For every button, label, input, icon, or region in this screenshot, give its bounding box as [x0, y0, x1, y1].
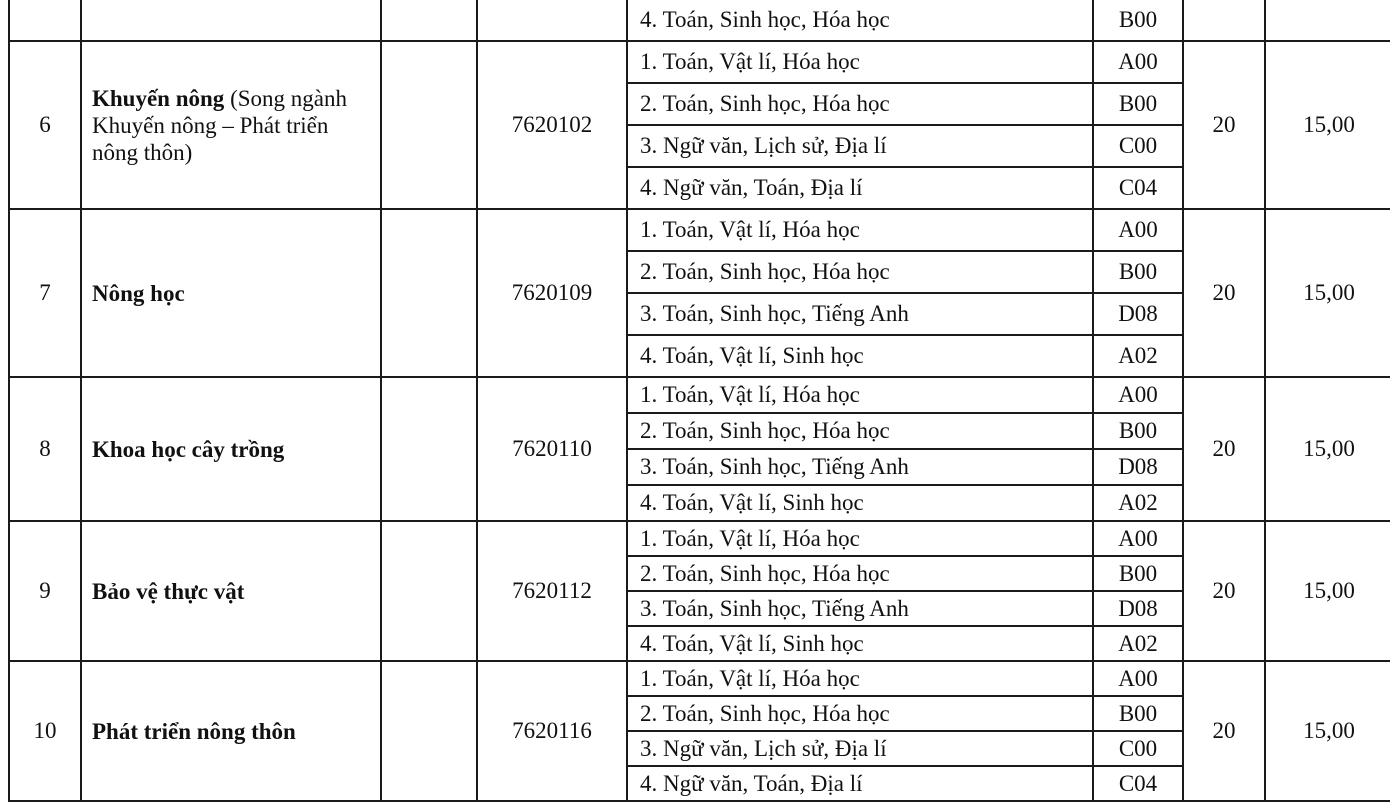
- combo-cell: 1. Toán, Vật lí, Hóa học: [627, 521, 1093, 556]
- combo-cell: 2. Toán, Sinh học, Hóa học: [627, 696, 1093, 731]
- combo-cell: 4. Toán, Sinh học, Hóa học: [627, 0, 1093, 41]
- quota-cell: 20: [1183, 661, 1265, 801]
- block-code-cell: B00: [1093, 251, 1183, 293]
- table-row-partial: [9, 0, 1390, 41]
- major-name-bold: Phát triển nông thôn: [92, 718, 296, 744]
- stt-cell: [9, 0, 81, 41]
- combo-cell: 2. Toán, Sinh học, Hóa học: [627, 251, 1093, 293]
- block-code-cell: B00: [1093, 556, 1183, 591]
- major-name-cell: [81, 41, 381, 209]
- major-code-cell: [477, 0, 627, 41]
- block-code-cell: A02: [1093, 335, 1183, 377]
- major-name-cell: [81, 661, 381, 801]
- major-name-cell: [81, 521, 381, 661]
- stt-cell: 10: [9, 661, 81, 801]
- major-name-cell: [81, 0, 381, 41]
- combo-cell: 3. Toán, Sinh học, Tiếng Anh: [627, 449, 1093, 485]
- block-code-cell: C00: [1093, 125, 1183, 167]
- combo-cell: 4. Toán, Vật lí, Sinh học: [627, 626, 1093, 661]
- block-code-cell: A00: [1093, 521, 1183, 556]
- combo-cell: 1. Toán, Vật lí, Hóa học: [627, 661, 1093, 696]
- block-code-cell: A00: [1093, 377, 1183, 413]
- score-cell: 15,00: [1265, 661, 1390, 801]
- blank-cell: [381, 209, 477, 377]
- block-code-cell: B00: [1093, 83, 1183, 125]
- combo-cell: 4. Ngữ văn, Toán, Địa lí: [627, 766, 1093, 801]
- blank-cell: [381, 41, 477, 209]
- combo-cell: 4. Toán, Vật lí, Sinh học: [627, 485, 1093, 521]
- combo-cell: 4. Ngữ văn, Toán, Địa lí: [627, 167, 1093, 209]
- stt-cell: 8: [9, 377, 81, 521]
- blank-cell: [381, 377, 477, 521]
- score-cell: 15,00: [1265, 521, 1390, 661]
- combo-cell: 2. Toán, Sinh học, Hóa học: [627, 83, 1093, 125]
- combo-cell: 2. Toán, Sinh học, Hóa học: [627, 556, 1093, 591]
- score-cell: 15,00: [1265, 41, 1390, 209]
- stt-cell: 7: [9, 209, 81, 377]
- block-code-cell: A02: [1093, 626, 1183, 661]
- major-code-cell: 7620102: [477, 41, 627, 209]
- block-code-cell: A02: [1093, 485, 1183, 521]
- table-row: [9, 377, 1390, 413]
- block-code-cell: A00: [1093, 661, 1183, 696]
- block-code-cell: B00: [1093, 413, 1183, 449]
- major-name-cell: [81, 377, 381, 521]
- table-row: [9, 521, 1390, 556]
- major-name-bold: Bảo vệ thực vật: [92, 578, 245, 604]
- score-cell: 15,00: [1265, 209, 1390, 377]
- combo-cell: 4. Toán, Vật lí, Sinh học: [627, 335, 1093, 377]
- block-code-cell: D08: [1093, 591, 1183, 626]
- combo-cell: 3. Ngữ văn, Lịch sử, Địa lí: [627, 731, 1093, 766]
- stt-cell: 9: [9, 521, 81, 661]
- block-code-cell: C00: [1093, 731, 1183, 766]
- block-code-cell: B00: [1093, 0, 1183, 41]
- combo-cell: 1. Toán, Vật lí, Hóa học: [627, 209, 1093, 251]
- block-code-cell: A00: [1093, 209, 1183, 251]
- quota-cell: [1183, 0, 1265, 41]
- quota-cell: 20: [1183, 209, 1265, 377]
- score-cell: 15,00: [1265, 377, 1390, 521]
- major-code-cell: 7620110: [477, 377, 627, 521]
- combo-cell: 3. Toán, Sinh học, Tiếng Anh: [627, 293, 1093, 335]
- major-name-cell: [81, 209, 381, 377]
- block-code-cell: D08: [1093, 449, 1183, 485]
- major-code-cell: 7620109: [477, 209, 627, 377]
- block-code-cell: B00: [1093, 696, 1183, 731]
- combo-cell: 1. Toán, Vật lí, Hóa học: [627, 377, 1093, 413]
- quota-cell: 20: [1183, 377, 1265, 521]
- table-row: [9, 209, 1390, 251]
- block-code-cell: C04: [1093, 167, 1183, 209]
- major-code-cell: 7620116: [477, 661, 627, 801]
- block-code-cell: A00: [1093, 41, 1183, 83]
- combo-cell: 2. Toán, Sinh học, Hóa học: [627, 413, 1093, 449]
- quota-cell: 20: [1183, 521, 1265, 661]
- table-row: [9, 41, 1390, 83]
- combo-cell: 3. Ngữ văn, Lịch sử, Địa lí: [627, 125, 1093, 167]
- block-code-cell: D08: [1093, 293, 1183, 335]
- blank-cell: [381, 521, 477, 661]
- combo-cell: 3. Toán, Sinh học, Tiếng Anh: [627, 591, 1093, 626]
- blank-cell: [381, 0, 477, 41]
- major-name-bold: Khoa học cây trồng: [92, 436, 285, 462]
- stt-cell: 6: [9, 41, 81, 209]
- major-name-bold: Nông học: [92, 280, 185, 306]
- quota-cell: 20: [1183, 41, 1265, 209]
- admissions-table: [8, 0, 1390, 802]
- major-code-cell: 7620112: [477, 521, 627, 661]
- table-row: [9, 661, 1390, 696]
- major-name-bold: Khuyến nông: [92, 85, 225, 111]
- combo-cell: 1. Toán, Vật lí, Hóa học: [627, 41, 1093, 83]
- blank-cell: [381, 661, 477, 801]
- score-cell: [1265, 0, 1390, 41]
- block-code-cell: C04: [1093, 766, 1183, 801]
- major-name-rest: (Song ngành Khuyến nông – Phát triển nông thôn): [92, 85, 347, 165]
